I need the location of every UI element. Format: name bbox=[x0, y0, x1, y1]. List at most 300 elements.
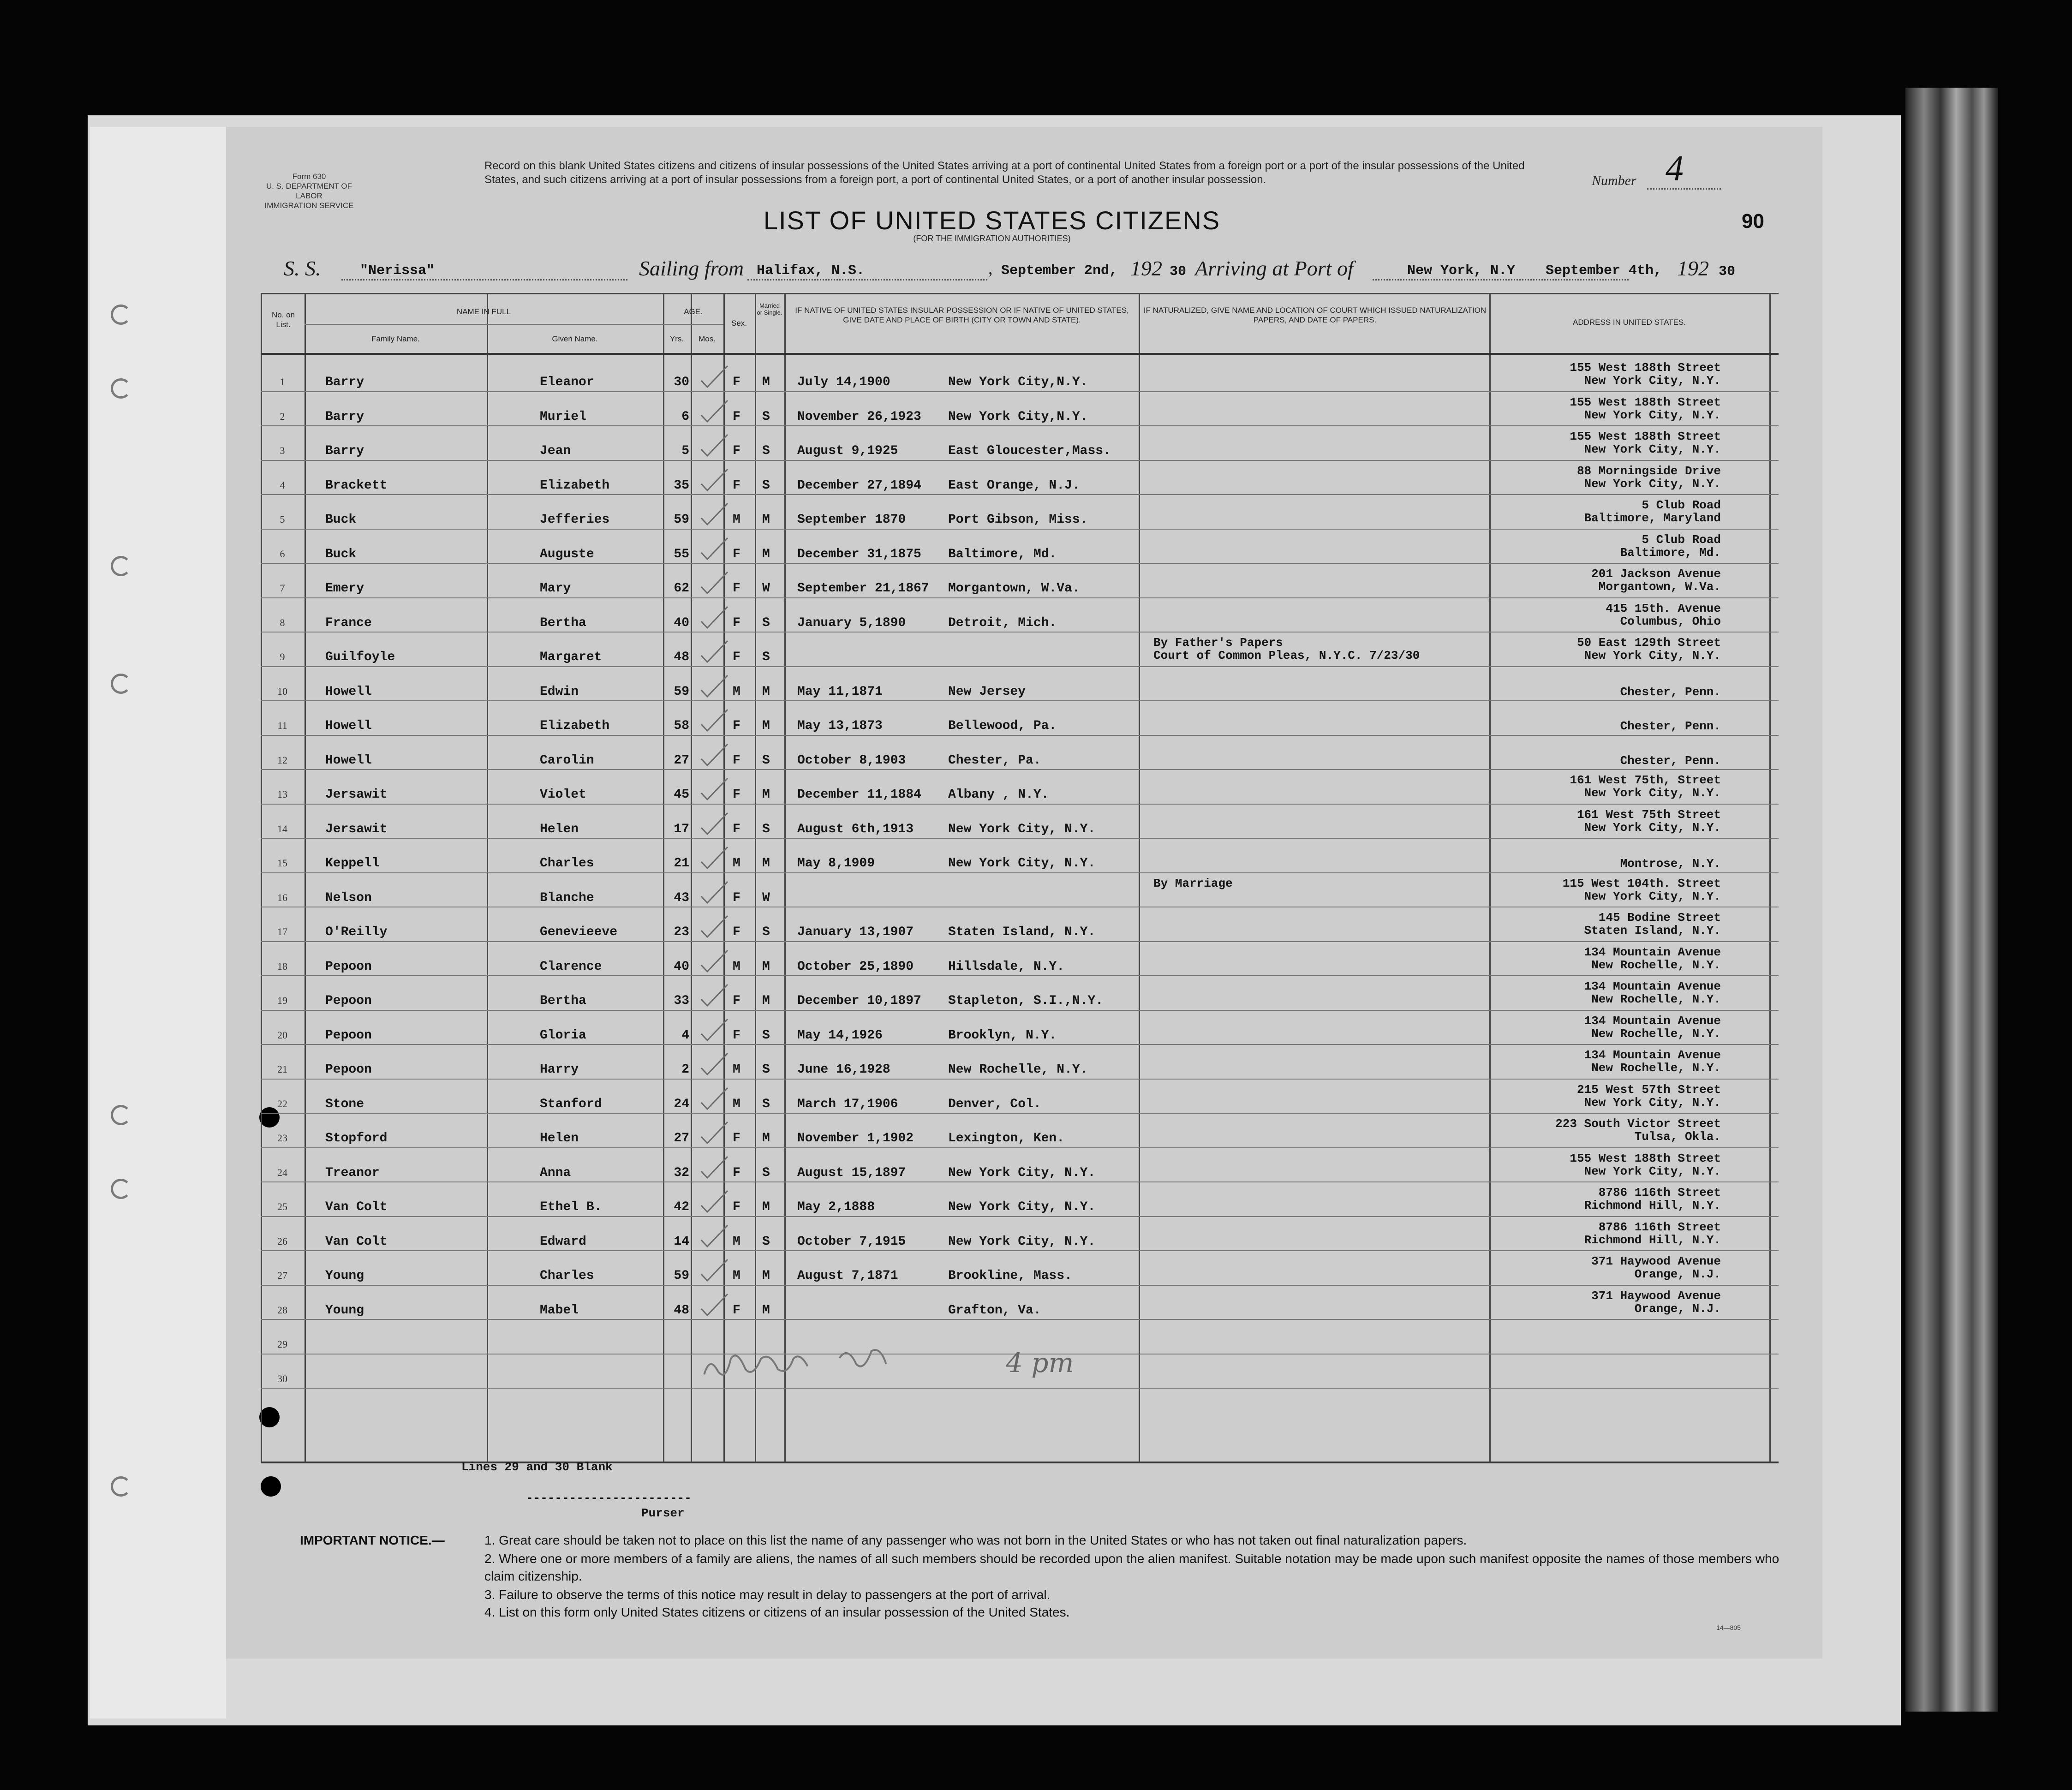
birth-date-cell: October 8,1903 bbox=[797, 753, 906, 768]
row-rule bbox=[261, 1319, 1779, 1320]
age-years-cell: 55 bbox=[674, 547, 689, 561]
col-birth-header: IF NATIVE OF UNITED STATES INSULAR POSSESSION OR IF NATIVE OF UNITED STATES, GIVE DATE AND PLACE OF BIRTH (CITY OR TOWN AND STATE). bbox=[795, 306, 1129, 324]
check-mark-icon bbox=[699, 1257, 731, 1284]
age-years-cell: 40 bbox=[674, 960, 689, 974]
row-rule bbox=[261, 494, 1779, 495]
marital-status-cell: S bbox=[762, 616, 770, 630]
birth-place-cell: New Rochelle, N.Y. bbox=[948, 1062, 1088, 1077]
marital-status-cell: S bbox=[762, 1166, 770, 1180]
address-cell: New Rochelle, N.Y. bbox=[1591, 958, 1721, 972]
naturalization-cell: By Father's Papers bbox=[1153, 636, 1283, 650]
line-number-cell: 14 bbox=[277, 823, 287, 835]
row-rule bbox=[261, 700, 1779, 701]
line-number-cell: 23 bbox=[277, 1132, 287, 1144]
line-number-cell: 8 bbox=[280, 617, 285, 628]
address-cell: New York City, N.Y. bbox=[1584, 1164, 1721, 1178]
family-name-cell: Howell bbox=[325, 719, 372, 733]
line-number-cell: 13 bbox=[277, 788, 287, 800]
birth-place-cell: New York City, N.Y. bbox=[948, 856, 1096, 871]
family-name-cell: Stone bbox=[325, 1097, 364, 1111]
address-cell: Baltimore, Md. bbox=[1620, 546, 1721, 560]
notice-item: 3. Failure to observe the terms of this notice may result in delay to passengers at the port of arrival. bbox=[484, 1587, 1051, 1602]
address-cell: 371 Haywood Avenue bbox=[1591, 1254, 1721, 1268]
address-cell: 115 West 104th. Street bbox=[1562, 877, 1721, 890]
row-rule bbox=[261, 804, 1779, 805]
notice-item: 4. List on this form only United States citizens or citizens of an insular possession of the United States. bbox=[484, 1605, 1070, 1619]
address-cell: 134 Mountain Avenue bbox=[1584, 979, 1721, 993]
check-mark-icon bbox=[699, 1291, 731, 1319]
given-name-cell: Harry bbox=[540, 1062, 579, 1077]
ship-rule bbox=[341, 279, 627, 280]
given-name-cell: Blanche bbox=[540, 891, 594, 905]
col-yrs-header: Yrs. bbox=[669, 334, 684, 343]
given-name-cell: Elizabeth bbox=[540, 719, 610, 733]
family-name-cell: Treanor bbox=[325, 1166, 380, 1180]
birth-place-cell: East Gloucester,Mass. bbox=[948, 444, 1111, 458]
birth-date-cell: August 6th,1913 bbox=[797, 822, 914, 836]
row-rule bbox=[261, 735, 1779, 736]
sex-cell: M bbox=[733, 1062, 740, 1077]
line-number-cell: 26 bbox=[277, 1235, 287, 1247]
binder-hole-icon bbox=[111, 378, 131, 399]
age-years-cell: 32 bbox=[674, 1166, 689, 1180]
age-years-cell: 4 bbox=[681, 1028, 689, 1043]
marital-status-cell: S bbox=[762, 1028, 770, 1043]
sex-cell: F bbox=[733, 994, 740, 1008]
family-name-cell: O'Reilly bbox=[325, 925, 388, 939]
notice-heading: IMPORTANT NOTICE.— bbox=[300, 1533, 445, 1547]
marital-status-cell: M bbox=[762, 513, 770, 527]
age-years-cell: 59 bbox=[674, 685, 689, 699]
birth-date-cell: March 17,1906 bbox=[797, 1097, 898, 1111]
given-name-cell: Bertha bbox=[540, 616, 586, 630]
check-mark-icon bbox=[699, 604, 731, 632]
row-rule bbox=[261, 769, 1779, 770]
family-name-cell: Barry bbox=[325, 375, 364, 389]
row-rule bbox=[261, 941, 1779, 942]
address-cell: Richmond Hill, N.Y. bbox=[1584, 1199, 1721, 1212]
col-given-header: Given Name. bbox=[552, 334, 598, 343]
row-rule bbox=[261, 425, 1779, 426]
col-family-header: Family Name. bbox=[371, 334, 420, 343]
birth-place-cell: Detroit, Mich. bbox=[948, 616, 1057, 630]
check-mark-icon bbox=[699, 398, 731, 425]
given-name-cell: Charles bbox=[540, 1269, 594, 1283]
birth-place-cell: East Orange, N.J. bbox=[948, 478, 1080, 493]
age-years-cell: 23 bbox=[674, 925, 689, 939]
check-mark-icon bbox=[699, 982, 731, 1009]
check-mark-icon bbox=[699, 1050, 731, 1078]
marital-status-cell: S bbox=[762, 410, 770, 424]
blank-lines-note: Lines 29 and 30 Blank bbox=[461, 1460, 613, 1474]
arrival-port-rule bbox=[1373, 279, 1629, 280]
row-rule bbox=[261, 1010, 1779, 1011]
age-years-cell: 24 bbox=[674, 1097, 689, 1111]
address-cell: 5 Club Road bbox=[1642, 533, 1721, 547]
given-name-cell: Mary bbox=[540, 581, 571, 596]
check-mark-icon bbox=[699, 1016, 731, 1044]
family-name-cell: Young bbox=[325, 1269, 364, 1283]
birth-place-cell: Denver, Col. bbox=[948, 1097, 1041, 1111]
purser-signature-line: ----------------------- bbox=[526, 1491, 692, 1505]
line-number-cell: 27 bbox=[277, 1270, 287, 1281]
marital-status-cell: M bbox=[762, 375, 770, 389]
row-rule bbox=[261, 1285, 1779, 1286]
check-mark-icon bbox=[699, 1085, 731, 1113]
sex-cell: F bbox=[733, 1200, 740, 1214]
line-number-cell: 12 bbox=[277, 754, 287, 766]
family-name-cell: Pepoon bbox=[325, 994, 372, 1008]
line-number-cell: 21 bbox=[277, 1063, 287, 1075]
row-rule bbox=[261, 529, 1779, 530]
sex-cell: F bbox=[733, 616, 740, 630]
row-rule bbox=[261, 597, 1779, 598]
birth-date-cell: August 9,1925 bbox=[797, 444, 898, 458]
family-name-cell: Howell bbox=[325, 685, 372, 699]
birth-place-cell: Bellewood, Pa. bbox=[948, 719, 1057, 733]
check-mark-icon bbox=[699, 948, 731, 975]
given-name-cell: Gloria bbox=[540, 1028, 586, 1043]
line-number-cell: 2 bbox=[280, 411, 285, 422]
from-port: Halifax, N.S. bbox=[757, 263, 865, 279]
given-name-cell: Edward bbox=[540, 1235, 586, 1249]
sex-cell: F bbox=[733, 719, 740, 733]
address-cell: 201 Jackson Avenue bbox=[1591, 567, 1721, 581]
row-rule bbox=[261, 1388, 1779, 1389]
birth-date-cell: May 14,1926 bbox=[797, 1028, 883, 1043]
sex-cell: F bbox=[733, 891, 740, 905]
given-name-cell: Jefferies bbox=[540, 513, 610, 527]
given-name-cell: Auguste bbox=[540, 547, 594, 561]
address-cell: 8786 116th Street bbox=[1598, 1220, 1721, 1234]
address-cell: 155 West 188th Street bbox=[1570, 395, 1721, 409]
sailing-date: September 2nd, bbox=[1001, 263, 1118, 279]
sex-cell: M bbox=[733, 513, 740, 527]
age-years-cell: 6 bbox=[681, 410, 689, 424]
row-rule bbox=[261, 975, 1779, 976]
marital-status-cell: M bbox=[762, 960, 770, 974]
line-number-cell: 24 bbox=[277, 1167, 287, 1178]
family-name-cell: Nelson bbox=[325, 891, 372, 905]
age-years-cell: 27 bbox=[674, 753, 689, 768]
line-number-cell: 30 bbox=[277, 1373, 287, 1384]
row-rule bbox=[261, 838, 1779, 839]
birth-date-cell: December 10,1897 bbox=[797, 994, 921, 1008]
line-number-cell: 1 bbox=[280, 376, 285, 388]
address-cell: New York City, N.Y. bbox=[1584, 442, 1721, 456]
birth-date-cell: May 11,1871 bbox=[797, 685, 883, 699]
sex-cell: F bbox=[733, 410, 740, 424]
marital-status-cell: M bbox=[762, 1200, 770, 1214]
family-name-cell: Van Colt bbox=[325, 1200, 388, 1214]
check-mark-icon bbox=[699, 810, 731, 838]
marital-status-cell: S bbox=[762, 444, 770, 458]
family-name-cell: Buck bbox=[325, 547, 357, 561]
notice-item: 1. Great care should be taken not to place on this list the name of any passenger who was not born in the United States or who has not taken out final naturalization papers. bbox=[484, 1533, 1467, 1547]
birth-place-cell: Baltimore, Md. bbox=[948, 547, 1057, 561]
marital-status-cell: M bbox=[762, 547, 770, 561]
age-years-cell: 59 bbox=[674, 1269, 689, 1283]
col-address-header: ADDRESS IN UNITED STATES. bbox=[1573, 318, 1686, 327]
address-cell: Chester, Penn. bbox=[1620, 754, 1721, 768]
page-title: LIST OF UNITED STATES CITIZENS bbox=[763, 206, 1221, 235]
address-cell: New York City, N.Y. bbox=[1584, 821, 1721, 835]
line-number-cell: 17 bbox=[277, 926, 287, 937]
sex-cell: F bbox=[733, 1166, 740, 1180]
row-rule bbox=[261, 1147, 1779, 1148]
binder-hole-icon bbox=[111, 304, 131, 325]
marital-status-cell: M bbox=[762, 856, 770, 871]
given-name-cell: Jean bbox=[540, 444, 571, 458]
given-name-cell: Helen bbox=[540, 1131, 579, 1146]
marital-status-cell: M bbox=[762, 1131, 770, 1146]
birth-date-cell: October 7,1915 bbox=[797, 1235, 906, 1249]
birth-place-cell: New Jersey bbox=[948, 685, 1026, 699]
birth-date-cell: May 8,1909 bbox=[797, 856, 875, 871]
sex-cell: F bbox=[733, 478, 740, 493]
marital-status-cell: S bbox=[762, 1097, 770, 1111]
line-number-cell: 7 bbox=[280, 582, 285, 594]
marital-status-cell: S bbox=[762, 925, 770, 939]
address-cell: 223 South Victor Street bbox=[1555, 1117, 1721, 1131]
address-cell: Chester, Penn. bbox=[1620, 719, 1721, 733]
line-number-cell: 18 bbox=[277, 961, 287, 972]
row-rule bbox=[261, 563, 1779, 564]
arrival-date: September 4th, bbox=[1546, 263, 1662, 279]
marital-status-cell: M bbox=[762, 685, 770, 699]
given-name-cell: Stanford bbox=[540, 1097, 602, 1111]
col-no-header: No. on List. bbox=[271, 310, 295, 329]
check-mark-icon bbox=[699, 844, 731, 872]
family-name-cell: Keppell bbox=[325, 856, 380, 871]
address-cell: 161 West 75th Street bbox=[1576, 808, 1721, 822]
family-name-cell: Emery bbox=[325, 581, 364, 596]
age-years-cell: 45 bbox=[674, 788, 689, 802]
address-cell: 145 Bodine Street bbox=[1598, 911, 1721, 925]
birth-place-cell: Chester, Pa. bbox=[948, 753, 1041, 768]
age-years-cell: 21 bbox=[674, 856, 689, 871]
birth-place-cell: Hillsdale, N.Y. bbox=[948, 960, 1065, 974]
address-cell: Baltimore, Maryland bbox=[1584, 511, 1721, 525]
birth-place-cell: Staten Island, N.Y. bbox=[948, 925, 1096, 939]
row-rule bbox=[261, 666, 1779, 667]
birth-date-cell: July 14,1900 bbox=[797, 375, 890, 389]
birth-place-cell: Lexington, Ken. bbox=[948, 1131, 1065, 1146]
line-number-cell: 19 bbox=[277, 995, 287, 1006]
sex-cell: F bbox=[733, 753, 740, 768]
sex-cell: F bbox=[733, 581, 740, 596]
marital-status-cell: M bbox=[762, 719, 770, 733]
line-number-cell: 3 bbox=[280, 445, 285, 456]
marital-status-cell: W bbox=[762, 581, 770, 596]
birth-date-cell: September 21,1867 bbox=[797, 581, 929, 596]
list-number: 4 bbox=[1666, 148, 1684, 188]
check-mark-icon bbox=[699, 1154, 731, 1181]
check-mark-icon bbox=[699, 432, 731, 459]
sex-cell: M bbox=[733, 1269, 740, 1283]
given-name-cell: Helen bbox=[540, 822, 579, 836]
address-cell: 5 Club Road bbox=[1642, 498, 1721, 512]
sex-cell: M bbox=[733, 856, 740, 871]
birth-place-cell: New York City, N.Y. bbox=[948, 1200, 1096, 1214]
given-name-cell: Carolin bbox=[540, 753, 594, 768]
address-cell: Staten Island, N.Y. bbox=[1584, 924, 1721, 937]
age-years-cell: 27 bbox=[674, 1131, 689, 1146]
line-number-cell: 11 bbox=[277, 720, 287, 731]
birth-date-cell: August 15,1897 bbox=[797, 1166, 906, 1180]
family-name-cell: Stopford bbox=[325, 1131, 388, 1146]
col-sex-header: Sex. bbox=[731, 319, 747, 328]
age-years-cell: 17 bbox=[674, 822, 689, 836]
family-name-cell: Howell bbox=[325, 753, 372, 768]
age-years-cell: 40 bbox=[674, 616, 689, 630]
sailing-year: 30 bbox=[1170, 264, 1187, 280]
arrival-year-prefix: 192 bbox=[1677, 257, 1709, 280]
line-number-cell: 22 bbox=[277, 1098, 287, 1110]
line-number-cell: 25 bbox=[277, 1201, 287, 1212]
marital-status-cell: S bbox=[762, 753, 770, 768]
address-cell: 134 Mountain Avenue bbox=[1584, 945, 1721, 959]
address-cell: New York City, N.Y. bbox=[1584, 649, 1721, 662]
address-cell: Columbus, Ohio bbox=[1620, 615, 1721, 628]
family-name-cell: Buck bbox=[325, 513, 357, 527]
department-name: U. S. DEPARTMENT OF LABOR bbox=[266, 182, 352, 200]
address-cell: New Rochelle, N.Y. bbox=[1591, 1027, 1721, 1041]
check-mark-icon bbox=[699, 741, 731, 769]
marital-status-cell: S bbox=[762, 822, 770, 836]
form-code: 14—805 bbox=[1716, 1624, 1741, 1631]
service-name: IMMIGRATION SERVICE bbox=[264, 201, 354, 210]
address-cell: New York City, N.Y. bbox=[1584, 1096, 1721, 1110]
birth-date-cell: October 25,1890 bbox=[797, 960, 914, 974]
binder-hole-icon bbox=[111, 674, 131, 694]
given-name-cell: Eleanor bbox=[540, 375, 594, 389]
number-rule bbox=[1647, 188, 1721, 190]
given-name-cell: Elizabeth bbox=[540, 478, 610, 493]
instruction-text: Record on this blank United States citizens and citizens of insular possessions of the United States arriving at a port of continental United States from a foreign port or a port of the insular possessions of the United States, and such citizens arriving at a port of insular possessions from a foreign port, a port of continental United States, or a port of another insular possession. bbox=[484, 160, 1525, 186]
sex-cell: F bbox=[733, 650, 740, 664]
marital-status-cell: M bbox=[762, 788, 770, 802]
address-cell: 50 East 129th Street bbox=[1576, 636, 1721, 650]
sailing-year-prefix: 192 bbox=[1130, 257, 1162, 280]
address-cell: Orange, N.J. bbox=[1634, 1267, 1721, 1281]
given-name-cell: Anna bbox=[540, 1166, 571, 1180]
family-name-cell: Jersawit bbox=[325, 822, 388, 836]
marital-status-cell: S bbox=[762, 1062, 770, 1077]
line-number-cell: 16 bbox=[277, 892, 287, 903]
birth-date-cell: May 2,1888 bbox=[797, 1200, 875, 1214]
row-rule bbox=[261, 1181, 1779, 1182]
arrival-year: 30 bbox=[1719, 264, 1736, 280]
birth-date-cell: June 16,1928 bbox=[797, 1062, 890, 1077]
birth-place-cell: Albany , N.Y. bbox=[948, 788, 1049, 802]
address-cell: Montrose, N.Y. bbox=[1620, 857, 1721, 871]
marital-status-cell: M bbox=[762, 1269, 770, 1283]
form-identifier bbox=[263, 172, 355, 210]
given-name-cell: Ethel B. bbox=[540, 1200, 602, 1214]
family-name-cell: Van Colt bbox=[325, 1235, 388, 1249]
sex-cell: F bbox=[733, 925, 740, 939]
sex-cell: F bbox=[733, 1131, 740, 1146]
address-cell: Tulsa, Okla. bbox=[1634, 1130, 1721, 1144]
check-mark-icon bbox=[699, 535, 731, 563]
family-name-cell: Young bbox=[325, 1303, 364, 1318]
line-number-cell: 10 bbox=[277, 686, 287, 697]
row-rule bbox=[261, 872, 1779, 873]
number-label: Number bbox=[1592, 173, 1636, 188]
address-cell: Chester, Penn. bbox=[1620, 685, 1721, 699]
address-cell: 155 West 188th Street bbox=[1570, 1152, 1721, 1165]
check-mark-icon bbox=[699, 1188, 731, 1216]
sex-cell: M bbox=[733, 1235, 740, 1249]
binder-hole-icon bbox=[111, 1105, 131, 1125]
age-years-cell: 59 bbox=[674, 513, 689, 527]
birth-place-cell: New York City, N.Y. bbox=[948, 822, 1096, 836]
line-number-cell: 15 bbox=[277, 857, 287, 869]
row-rule bbox=[261, 460, 1779, 461]
line-number-cell: 6 bbox=[280, 548, 285, 560]
family-name-cell: Barry bbox=[325, 444, 364, 458]
address-cell: Orange, N.J. bbox=[1634, 1302, 1721, 1316]
check-mark-icon bbox=[699, 1223, 731, 1250]
line-number-cell: 20 bbox=[277, 1029, 287, 1041]
birth-date-cell: November 1,1902 bbox=[797, 1131, 914, 1146]
sex-cell: F bbox=[733, 1303, 740, 1318]
address-cell: 88 Morningside Drive bbox=[1576, 464, 1721, 478]
address-cell: New York City, N.Y. bbox=[1584, 786, 1721, 800]
form-number: Form 630 bbox=[292, 172, 326, 181]
family-name-cell: Guilfoyle bbox=[325, 650, 395, 664]
col-name-header: NAME IN FULL bbox=[456, 307, 511, 316]
birth-date-cell: May 13,1873 bbox=[797, 719, 883, 733]
marital-status-cell: S bbox=[762, 478, 770, 493]
birth-place-cell: New York City, N.Y. bbox=[948, 1166, 1096, 1180]
given-name-cell: Bertha bbox=[540, 994, 586, 1008]
address-cell: New Rochelle, N.Y. bbox=[1591, 1061, 1721, 1075]
sailing-label: Sailing from bbox=[639, 257, 744, 280]
birth-place-cell: Morgantown, W.Va. bbox=[948, 581, 1080, 596]
given-name-cell: Clarence bbox=[540, 960, 602, 974]
check-mark-icon bbox=[699, 879, 731, 907]
family-name-cell: Jersawit bbox=[325, 788, 388, 802]
check-mark-icon bbox=[699, 913, 731, 941]
birth-place-cell: Brookline, Mass. bbox=[948, 1269, 1072, 1283]
line-number-cell: 28 bbox=[277, 1304, 287, 1316]
given-name-cell: Genevieeve bbox=[540, 925, 618, 939]
marital-status-cell: S bbox=[762, 650, 770, 664]
sex-cell: M bbox=[733, 1097, 740, 1111]
address-cell: New York City, N.Y. bbox=[1584, 374, 1721, 388]
age-years-cell: 5 bbox=[681, 444, 689, 458]
address-cell: 8786 116th Street bbox=[1598, 1186, 1721, 1199]
birth-date-cell: December 11,1884 bbox=[797, 788, 921, 802]
sex-cell: F bbox=[733, 444, 740, 458]
sex-cell: F bbox=[733, 375, 740, 389]
age-years-cell: 30 bbox=[674, 375, 689, 389]
age-years-cell: 2 bbox=[681, 1062, 689, 1077]
col-mos-header: Mos. bbox=[699, 334, 716, 343]
age-years-cell: 58 bbox=[674, 719, 689, 733]
address-cell: New York City, N.Y. bbox=[1584, 408, 1721, 422]
check-mark-icon bbox=[699, 707, 731, 734]
col-naturalized-header: IF NATURALIZED, GIVE NAME AND LOCATION OF COURT WHICH ISSUED NATURALIZATION PAPERS, AND DATE OF PAPERS. bbox=[1143, 306, 1487, 324]
birth-place-cell: Stapleton, S.I.,N.Y. bbox=[948, 994, 1104, 1008]
ship-name: "Nerissa" bbox=[360, 263, 435, 279]
birth-date-cell: December 31,1875 bbox=[797, 547, 921, 561]
address-cell: 415 15th. Avenue bbox=[1606, 602, 1721, 615]
family-name-cell: Pepoon bbox=[325, 960, 372, 974]
birth-date-cell: December 27,1894 bbox=[797, 478, 921, 493]
